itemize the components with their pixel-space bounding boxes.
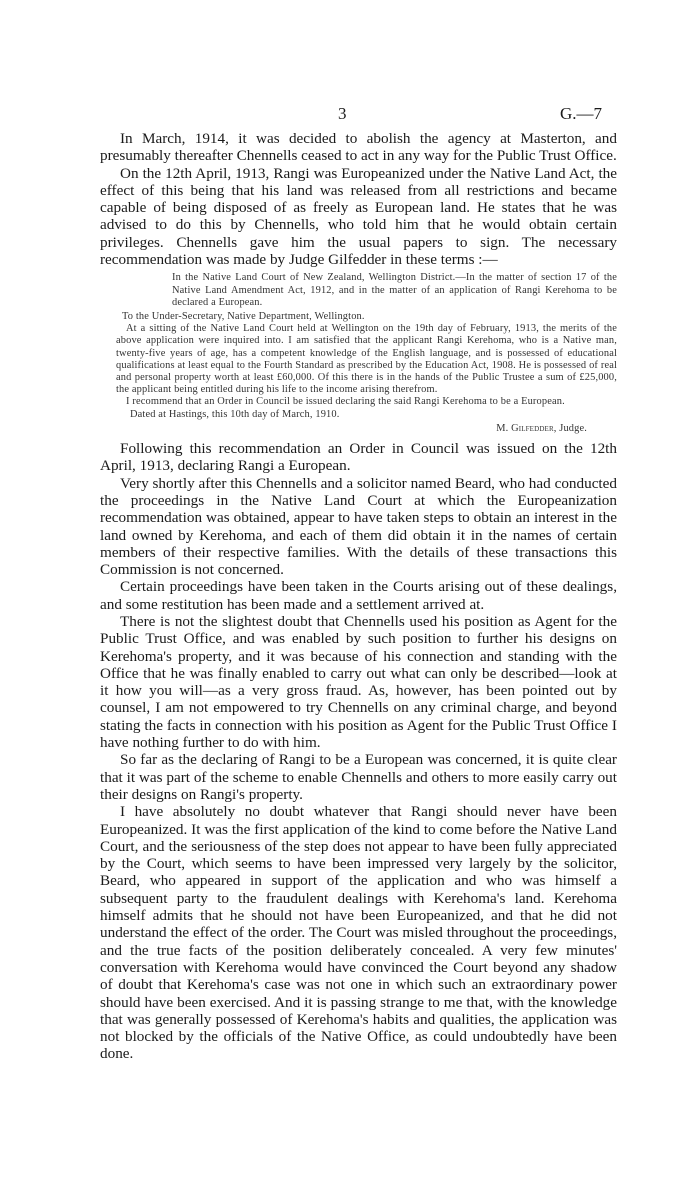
signature-title: , Judge. — [553, 422, 587, 434]
paragraph: Following this recommendation an Order in Council was issued on the 12th April, 1913, declaring Rangi a European. — [100, 440, 617, 475]
quoted-recommendation — [100, 272, 617, 435]
quote-signature — [116, 423, 617, 435]
quote-dated: Dated at Hastings, this 10th day of March, 1910. — [130, 408, 340, 420]
quote-body: At a sitting of the Native Land Court held at Wellington on the 19th day of February, 1913, the merits of the above application were inquired into. I am satisfied that the applicant Rangi Kerehoma, who is a Native man, twenty-five years of age, has a competent knowledge of the English language, and is possessed of educational qualifications at least equal to the Fourth Standard as prescribed by the Education Act, 1908. He is possessed of real and personal property worth at least £60,000. Of this there is in the hands of the Public Trustee a sum of £25,000, the applicant being entitled during his life to the income arising therefrom. — [116, 323, 617, 396]
paragraph: On the 12th April, 1913, Rangi was Europeanized under the Native Land Act, the effect of this being that his land was released from all restrictions and became capable of being disposed of as freely as European land. He states that he was advised to do this by Chennells, who told him that he would obtain certain privileges. Chennells gave him the usual papers to sign. The necessary recommendation was made by Judge Gilfedder in these terms :— — [100, 164, 617, 269]
signature-initial: M. — [496, 422, 509, 434]
page-header — [0, 104, 700, 128]
quote-caption: In the Native Land Court of New Zealand, Wellington District.—In the matter of section 17 of the Native Land Amendment Act, 1912, and in the matter of an application of Rangi Kerehoma to be declared a European. — [172, 272, 617, 308]
signature-name: Gilfedder — [511, 422, 554, 434]
paragraph: I have absolutely no doubt whatever that Rangi should never have been Europeanized. It was the first application of the kind to come before the Native Land Court, and the seriousness of the step does not appear to have been fully appreciated by the Court, which seems to have been impressed very largely by the solicitor, Beard, who appeared in support of the application and who was himself a subsequent party to the fraudulent dealings with Kerehoma's land. Kerehoma himself admits that he should not have been Europeanized, and that he did not understand the effect of the order. The Court was misled throughout the proceedings, and the true facts of the position deliberately concealed. A very few minutes' conversation with Kerehoma would have convinced the Court beyond any shadow of doubt that Kerehoma's case was not one in which such an extraordinary power should have been exercised. And it is passing strange to me that, with the knowledge that was generally possessed of Kerehoma's habits and qualities, the application was not blocked by the officials of the Native Office, as could undoubtedly have been done. — [100, 803, 617, 1063]
report-body — [100, 130, 617, 1063]
quote-recommendation: I recommend that an Order in Council be issued declaring the said Rangi Kerehoma to be a European. — [126, 396, 565, 408]
page-number: 3 — [338, 104, 347, 123]
paragraph: So far as the declaring of Rangi to be a European was concerned, it is quite clear that it was part of the scheme to enable Chennells and others to more easily carry out their designs on Rangi's property. — [100, 751, 617, 803]
quote-addressee: To the Under-Secretary, Native Department, Wellington. — [122, 310, 365, 322]
paragraph: There is not the slightest doubt that Chennells used his position as Agent for the Public Trust Office, and was enabled by such position to further his designs on Kerehoma's property, and it was because of his connection and standing with the Office that he was finally enabled to carry out what can only be described—look at it how you will—as a very gross fraud. As, however, has been pointed out by counsel, I am not empowered to try Chennells on any criminal charge, and beyond stating the facts in connection with his position as Agent for the Public Trust Office I have nothing further to do with him. — [100, 612, 617, 752]
paragraph: Very shortly after this Chennells and a solicitor named Beard, who had conducted the proceedings in the Native Land Court at which the Europeanization recommendation was obtained, appear to have taken steps to obtain an interest in the land owned by Kerehoma, and each of them did obtain it in the names of certain members of their respective families. With the details of these transactions this Commission is not concerned. — [100, 474, 617, 579]
paragraph: Certain proceedings have been taken in the Courts arising out of these dealings, and some restitution has been made and a settlement arrived at. — [100, 578, 617, 613]
document-series-code: G.—7 — [560, 104, 603, 123]
paragraph: In March, 1914, it was decided to abolish the agency at Masterton, and presumably thereafter Chennells ceased to act in any way for the Public Trust Office. — [100, 130, 617, 165]
